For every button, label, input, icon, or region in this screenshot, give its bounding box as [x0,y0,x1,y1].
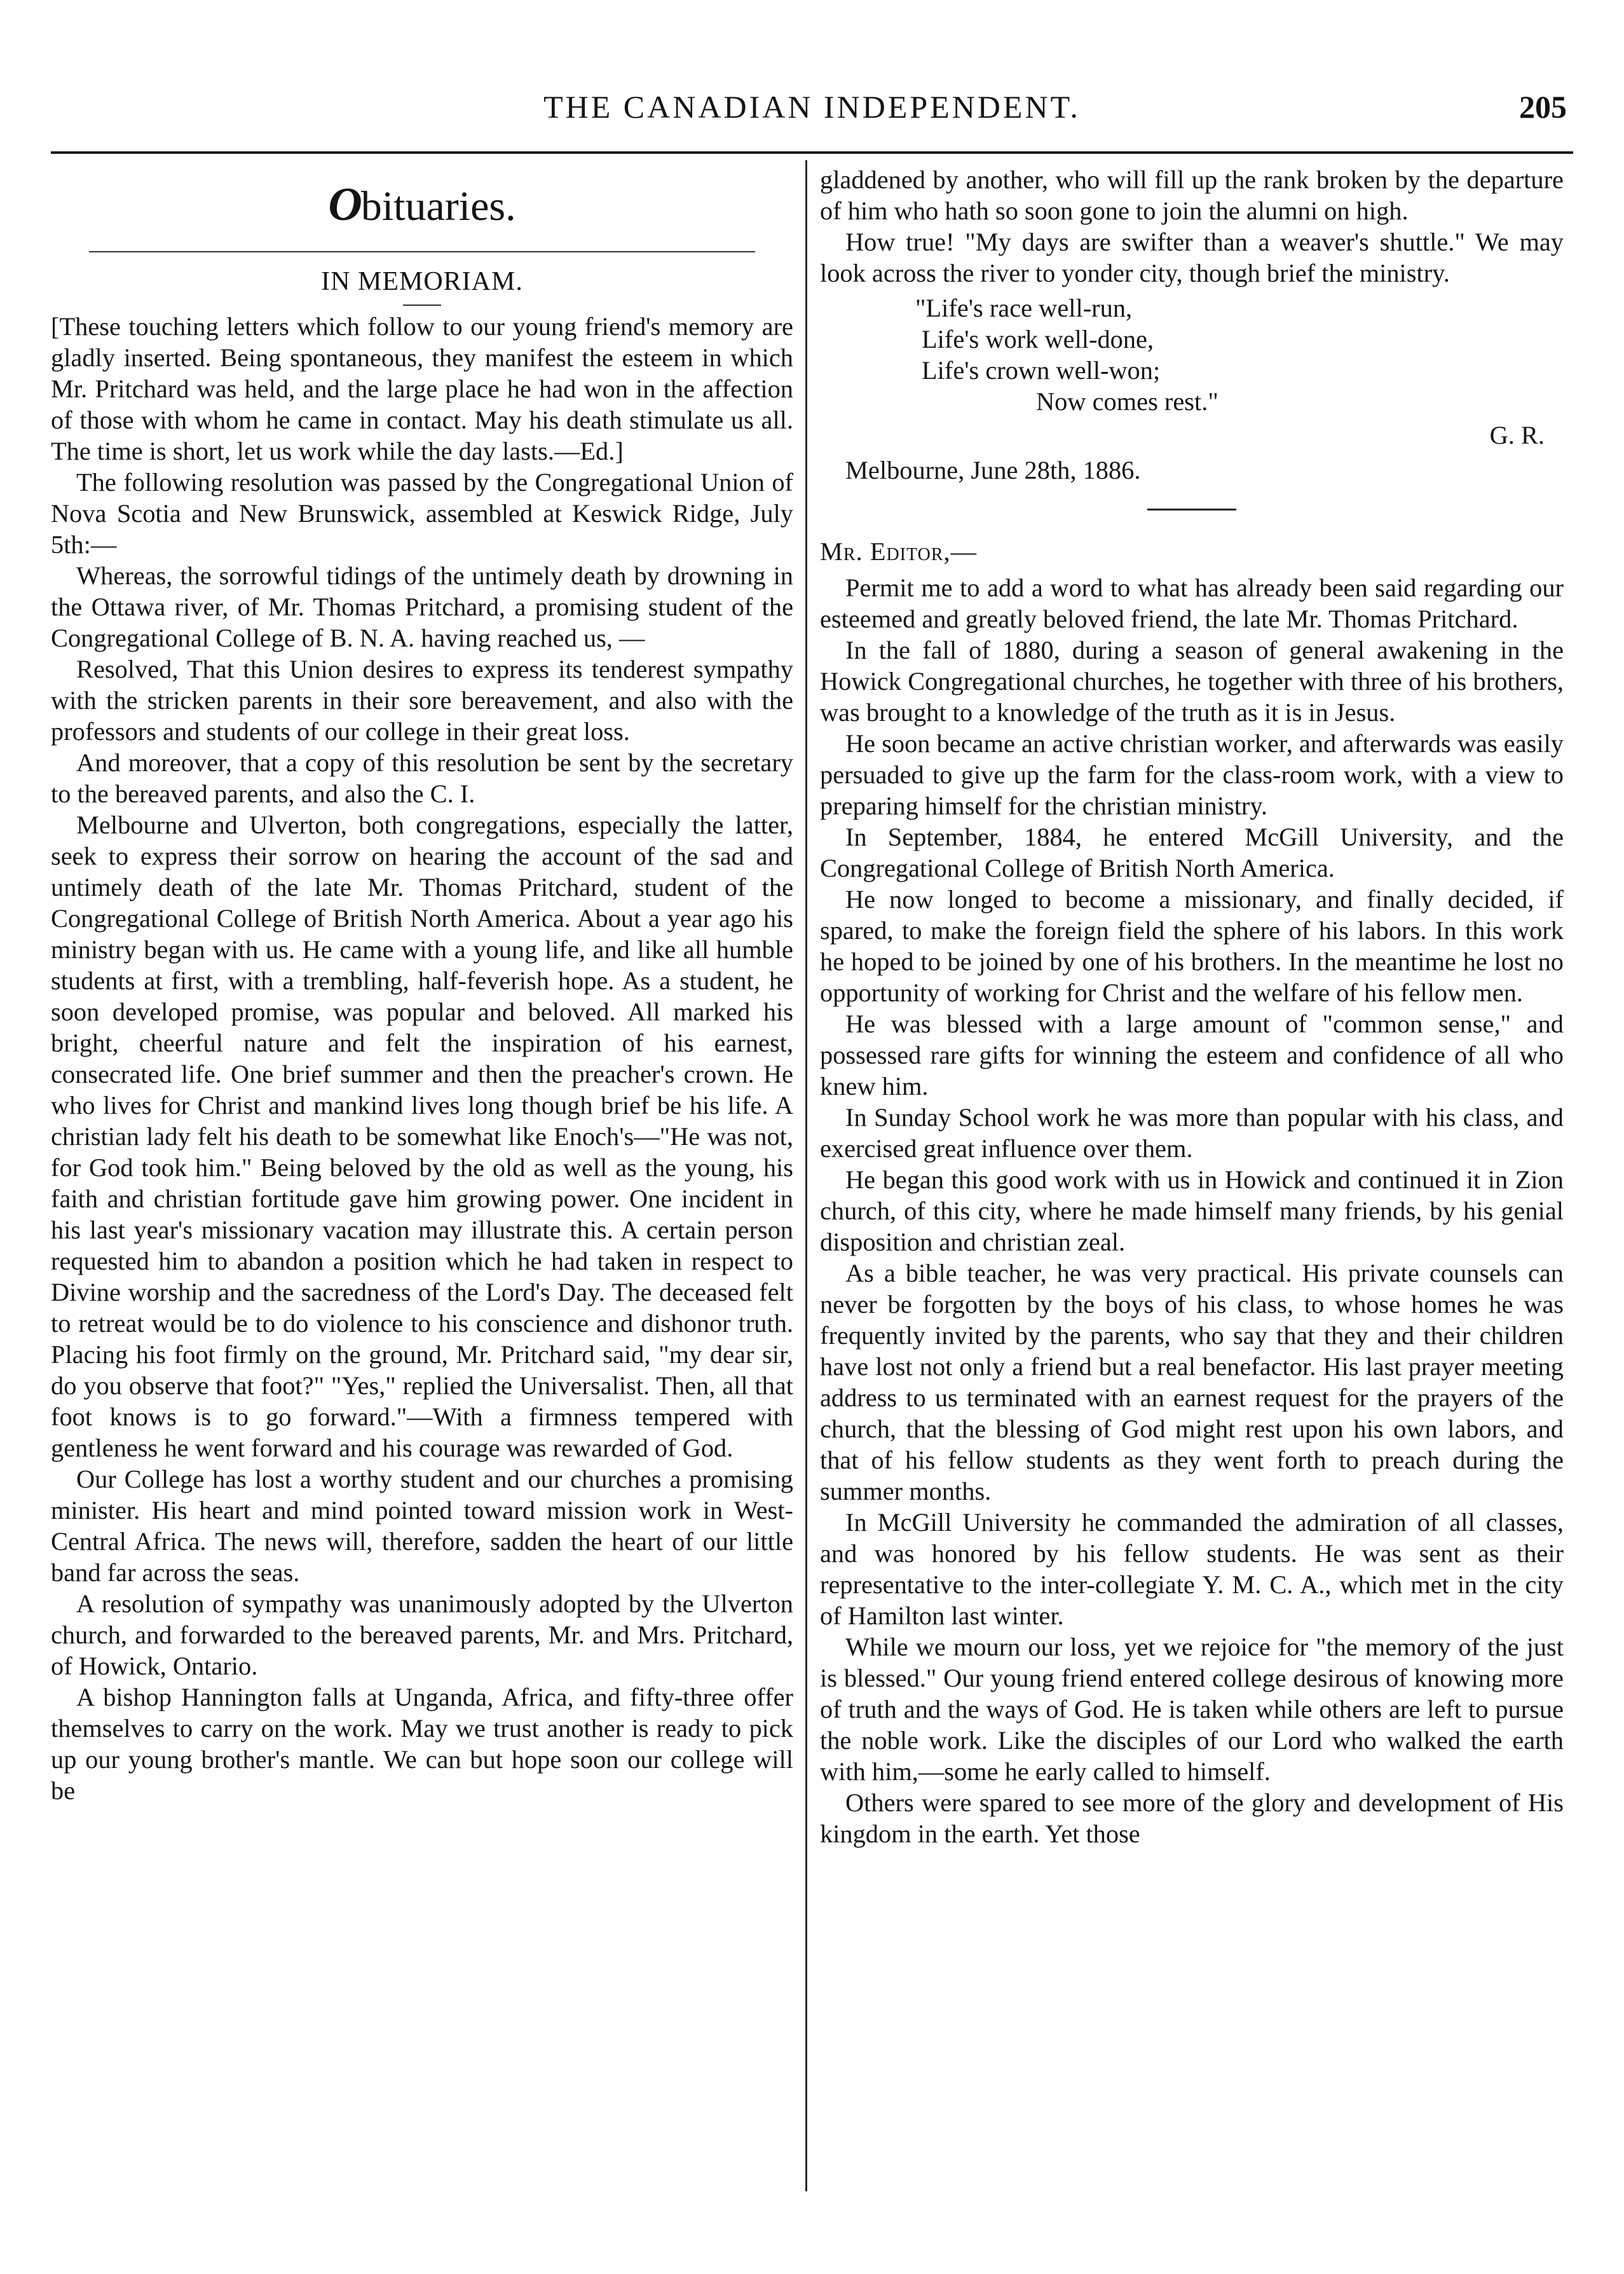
poem [820,292,1564,417]
section-title-text: bituaries. [360,183,516,229]
paragraph: In McGill University he commanded the admiration of all classes, and was honored by his fellow students. He was sent as their representative to the inter-collegiate Y. M. C. A., which met in the city of Hamilton last winter. [820,1508,1564,1630]
poem-line: Now comes rest." [1036,387,1218,416]
letter-separator-rule [1147,509,1236,510]
paragraph: gladdened by another, who will fill up the rank broken by the departure of him who hath so soon gone to join the alumni on high. [820,165,1564,225]
paragraph: In September, 1884, he entered McGill University, and the Congregational College of British North America. [820,823,1564,882]
paragraph: Melbourne and Ulverton, both congregations, especially the latter, seek to express their sorrow on hearing the account of the sad and untimely death of the late Mr. Thomas Pritchard, student of the Congregational College of British North America. About a year ago his ministry began with us. He came with a young life, and like all humble students at first, with a trembling, half-feverish hope. As a student, he soon developed promise, was popular and beloved. All marked his bright, cheerful nature and felt the inspiration of his earnest, consecrated life. One brief summer and then the preacher's crown. He who lives for Christ and mankind lives long though brief be his life. A christian lady felt his death to be somewhat like Enoch's—"He was not, for God took him." Being beloved by the old as well as the young, his faith and christian fortitude gave him growing power. One incident in his last year's missionary vacation may illustrate this. A certain person requested him to abandon a position which he had taken in respect to Divine worship and the sacredness of the Lord's Day. The deceased felt to retreat would be to do violence to his conscience and dishonor truth. Placing his foot firmly on the ground, Mr. Pritchard said, "my dear sir, do you observe that foot?" "Yes," replied the Universalist. Then, all that foot knows is to go forward."—With a firmness tempered with gentleness he went forward and his courage was rewarded of God. [51,811,793,1462]
left-column [51,164,793,1806]
dateline: Melbourne, June 28th, 1886. [845,456,1141,484]
paragraph: He was blessed with a large amount of "common sense," and possessed rare gifts for winning the esteem and confidence of all who knew him. [820,1010,1564,1100]
section-title-initial: O [328,179,361,231]
section-title [51,178,793,233]
paragraph: He soon became an active christian worker, and afterwards was easily persuaded to give up the farm for the class-room work, with a view to preparing himself for the christian ministry. [820,729,1564,820]
paragraph: In Sunday School work he was more than popular with his class, and exercised great influence over them. [820,1103,1564,1163]
subheading-rule [403,305,441,306]
signature-initials: G. R. [1489,421,1545,449]
paragraph: And moreover, that a copy of this resolution be sent by the secretary to the bereaved parents, and also the C. I. [51,748,793,808]
column-divider [805,160,807,2191]
poem-line: "Life's race well-run, [915,294,1133,322]
right-column [820,164,1564,1849]
paragraph: As a bible teacher, he was very practical. His private counsels can never be forgotten by the boys of his class, to whose homes he was frequently invited by the parents, who say that they and their children have lost not only a friend but a real benefactor. His last prayer meeting address to us terminated with an earnest request for the prayers of the church, that the blessing of God might rest upon his own labors, and that of his fellow students as they went forth to preach during the summer months. [820,1259,1564,1505]
paragraph: Our College has lost a worthy student and our churches a promising minister. His heart and mind pointed toward mission work in West-Central Africa. The news will, therefore, sadden the heart of our little band far across the seas. [51,1465,793,1587]
header-rule [51,151,1573,154]
page-number: 205 [1519,89,1567,125]
running-header [51,81,1573,132]
paragraph: Others were spared to see more of the glory and development of His kingdom in the earth. Yet those [820,1788,1564,1848]
journal-title: THE CANADIAN INDEPENDENT. [543,89,1081,125]
paragraph: He began this good work with us in Howick and continued it in Zion church, of this city, where he made himself many friends, by his genial disposition and christian zeal. [820,1165,1564,1256]
paragraph: He now longed to become a missionary, and finally decided, if spared, to make the foreign field the sphere of his labors. In this work he hoped to be joined by one of his brothers. In the meantime he lost no opportunity of working for Christ and the welfare of his fellow men. [820,885,1564,1007]
editor-note: [These touching letters which follow to our young friend's memory are gladly inserted. Being spontaneous, they manifest the esteem in which Mr. Pritchard was held, and the large place he had won in the affection of those with whom he came in contact. May his death stimulate us all. The time is short, let us work while the day lasts.—Ed.] [51,312,793,465]
poem-line: Life's work well-done, [922,325,1154,353]
subheading: IN MEMORIAM. [321,267,523,296]
salutation: Mr. Editor,— [820,537,977,566]
paragraph: In the fall of 1880, during a season of general awakening in the Howick Congregational churches, he together with three of his brothers, was brought to a knowledge of the truth as it is in Jesus. [820,636,1564,727]
paragraph: Whereas, the sorrowful tidings of the untimely death by drowning in the Ottawa river, of Mr. Thomas Pritchard, a promising student of the Congregational College of B. N. A. having reached us, — [51,561,793,652]
section-rule [89,251,755,252]
paragraph: A bishop Hannington falls at Unganda, Africa, and fifty-three offer themselves to carry on the work. May we trust another is ready to pick up our young brother's mantle. We can but hope soon our college will be [51,1683,793,1805]
poem-line: Life's crown well-won; [922,356,1161,385]
paragraph: A resolution of sympathy was unanimously adopted by the Ulverton church, and forwarded to the bereaved parents, Mr. and Mrs. Pritchard, of Howick, Ontario. [51,1589,793,1680]
paragraph: The following resolution was passed by the Congregational Union of Nova Scotia and New Brunswick, assembled at Keswick Ridge, July 5th:— [51,468,793,559]
paragraph: While we mourn our loss, yet we rejoice for "the memory of the just is blessed." Our young friend entered college desirous of knowing more of truth and the ways of God. He is taken while others are left to pursue the noble work. Like the disciples of our Lord who walked the earth with him,—some he early called to himself. [820,1633,1564,1786]
paragraph: Permit me to add a word to what has already been said regarding our esteemed and greatly beloved friend, the late Mr. Thomas Pritchard. [820,573,1564,633]
paragraph: How true! "My days are swifter than a weaver's shuttle." We may look across the river to yonder city, though brief the ministry. [820,228,1564,287]
paragraph: Resolved, That this Union desires to express its tenderest sympathy with the stricken parents in their sore bereavement, and also with the professors and students of our college in their great loss. [51,655,793,746]
